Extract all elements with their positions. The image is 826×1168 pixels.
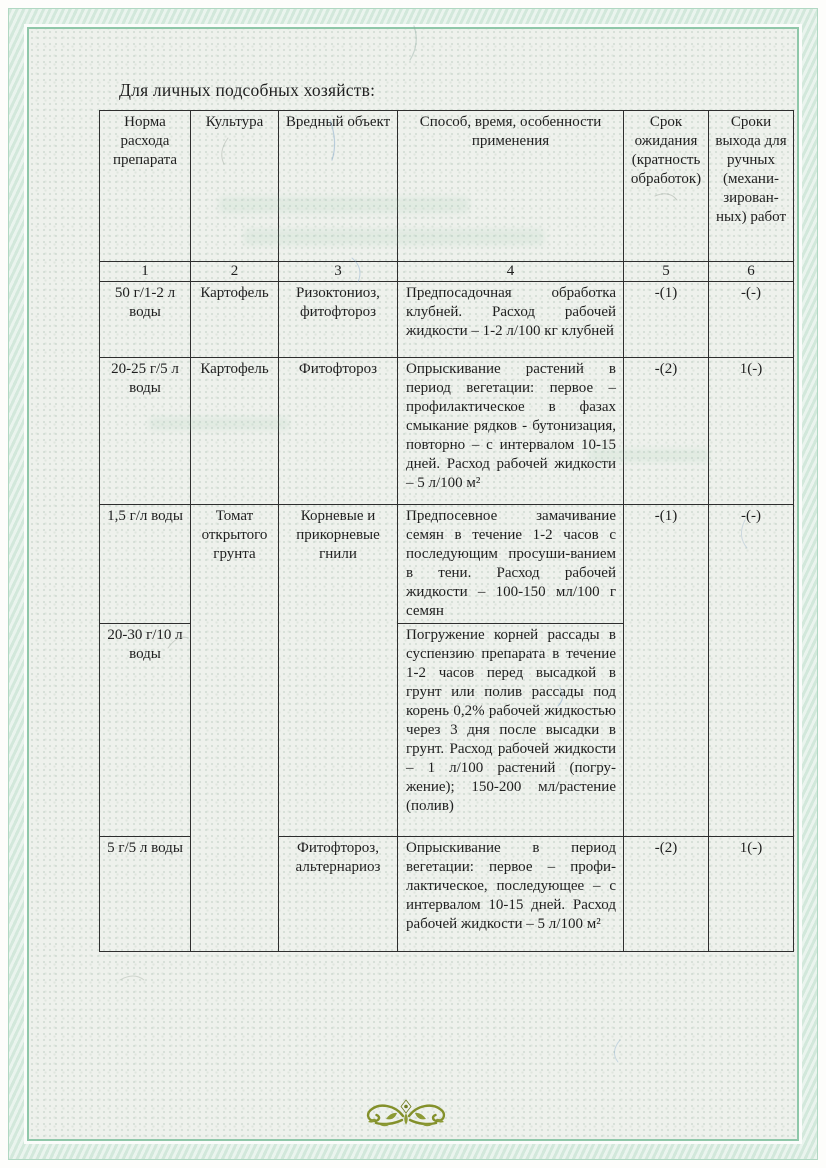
- cell-method: Предпосевное замачивание семян в течение 1-2 часов с последующим просуши-ванием в тени. Расход рабочей жидкости – 100-150 мл/100 г семян: [398, 505, 624, 624]
- cell-method: Опрыскивание растений в период вегетации: первое – профилактическое в фазах смыкание рядков - бутонизация, повторно – с интервалом 10-15 дней. Расход рабочей жидкости – 5 л/100 м²: [398, 358, 624, 505]
- col-header-crop: Культура: [191, 111, 279, 262]
- col-number: 2: [191, 262, 279, 282]
- paper-area: [27, 27, 799, 1141]
- cell-pest: Корневые и прикорневые гнили: [279, 505, 398, 837]
- cell-method: Предпосадочная обработка клубней. Расход рабочей жидкости – 1-2 л/100 кг клубней: [398, 282, 624, 358]
- cell-dose: 20-30 г/10 л воды: [100, 624, 191, 837]
- col-header-reentry-period: Сроки выхода для ручных (механи-зирован-ных) работ: [709, 111, 794, 262]
- cell-crop: Картофель: [191, 282, 279, 358]
- cell-pest: Фитофтороз: [279, 358, 398, 505]
- column-number-row: [100, 262, 794, 282]
- col-number: 1: [100, 262, 191, 282]
- col-header-dose: Норма расхода препарата: [100, 111, 191, 262]
- cell-pest: Ризоктониоз, фитофтороз: [279, 282, 398, 358]
- cell-waiting-period: -(1): [624, 505, 709, 837]
- col-number: 6: [709, 262, 794, 282]
- page-title: Для личных подсобных хозяйств:: [119, 80, 376, 100]
- cell-crop: Томат открытого грунта: [191, 505, 279, 952]
- col-number: 4: [398, 262, 624, 282]
- col-number: 5: [624, 262, 709, 282]
- col-header-method: Способ, время, особенности применения: [398, 111, 624, 262]
- floral-vignette-icon: [358, 1098, 454, 1128]
- cell-dose: 5 г/5 л воды: [100, 837, 191, 952]
- cell-method: Опрыскивание в период вегетации: первое – профи-лактическое, последующее – с интервалом 10-15 дней. Расход рабочей жидкости – 5 л/100 м²: [398, 837, 624, 952]
- cell-reentry-period: 1(-): [709, 837, 794, 952]
- scan-ghosting: [219, 197, 469, 213]
- scan-ghosting: [244, 229, 544, 245]
- cell-waiting-period: -(2): [624, 837, 709, 952]
- cell-waiting-period: -(2): [624, 358, 709, 505]
- cell-crop: Картофель: [191, 358, 279, 505]
- cell-waiting-period: -(1): [624, 282, 709, 358]
- cell-reentry-period: 1(-): [709, 358, 794, 505]
- cell-reentry-period: -(-): [709, 282, 794, 358]
- scan-ghosting: [589, 449, 709, 462]
- cell-method: Погружение корней рассады в суспензию препарата в течение 1-2 часов перед высадкой в грунт или полив рассады под корень 0,2% рабочей жидкостью через 3 дня после высадки в грунт. Расход рабочей жидкости – 1 л/100 растений (погру-жение); 150-200 мл/растение (полив): [398, 624, 624, 837]
- table-row: [100, 358, 794, 505]
- table-row: [100, 505, 794, 624]
- scan-ghosting: [149, 417, 289, 430]
- cell-dose: 1,5 г/л воды: [100, 505, 191, 624]
- cell-dose: 20-25 г/5 л воды: [100, 358, 191, 505]
- cell-dose: 50 г/1-2 л воды: [100, 282, 191, 358]
- table-row: [100, 282, 794, 358]
- col-header-pest: Вредный объект: [279, 111, 398, 262]
- cell-pest: Фитофтороз, альтернариоз: [279, 837, 398, 952]
- cell-reentry-period: -(-): [709, 505, 794, 837]
- col-header-waiting-period: Срок ожидания (кратность обработок): [624, 111, 709, 262]
- col-number: 3: [279, 262, 398, 282]
